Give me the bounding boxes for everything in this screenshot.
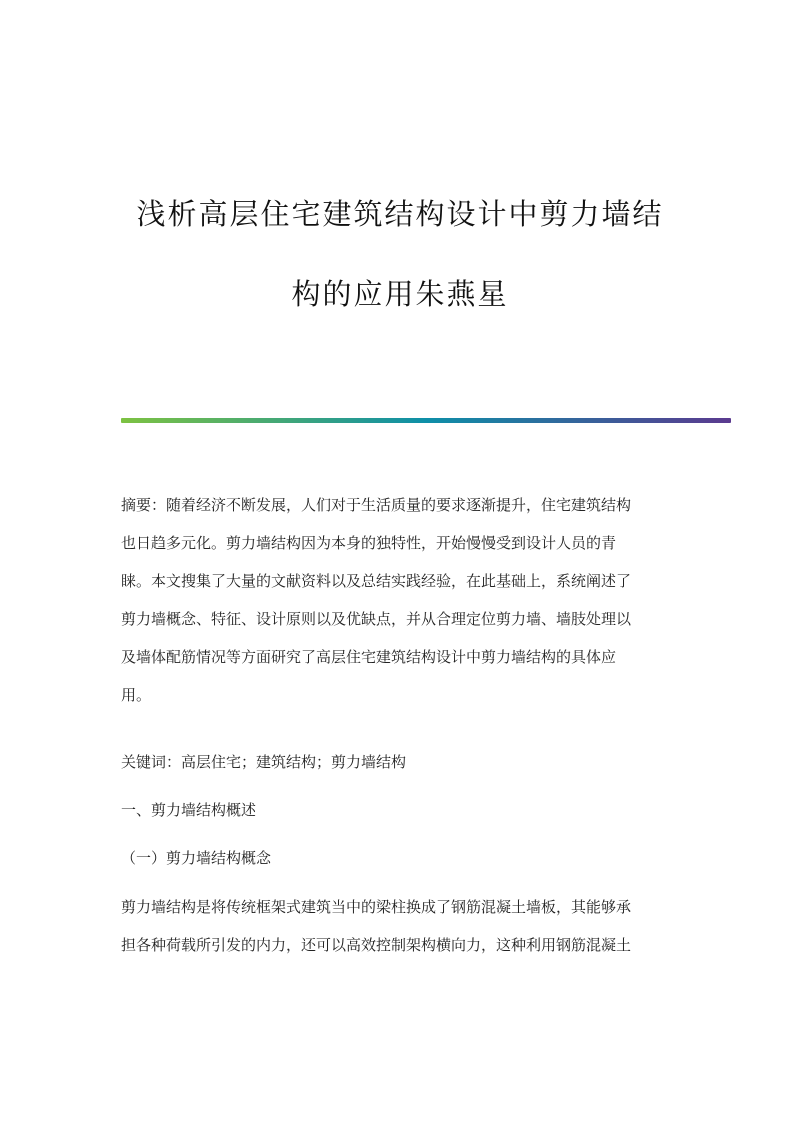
- body-line: 担各种荷载所引发的内力，还可以高效控制架构横向力，这种利用钢筋混凝土: [121, 936, 632, 954]
- abstract-line: 用。: [121, 686, 152, 704]
- subsection-heading: （一）剪力墙结构概念: [121, 849, 272, 867]
- document-title-line-1: 浅析高层住宅建筑结构设计中剪力墙结: [136, 197, 664, 231]
- abstract-line: 睐。本文搜集了大量的文献资料以及总结实践经验，在此基础上，系统阐述了: [121, 572, 632, 590]
- body-line: 剪力墙结构是将传统框架式建筑当中的梁柱换成了钢筋混凝土墙板，其能够承: [121, 898, 632, 916]
- body-paragraph: [121, 888, 681, 964]
- abstract-line: 摘要：随着经济不断发展，人们对于生活质量的要求逐渐提升，住宅建筑结构: [121, 496, 632, 514]
- abstract-line: 及墙体配筋情况等方面研究了高层住宅建筑结构设计中剪力墙结构的具体应: [121, 648, 617, 666]
- section-heading: 一、剪力墙结构概述: [121, 801, 257, 819]
- abstract-line: 也日趋多元化。剪力墙结构因为本身的独特性，开始慢慢受到设计人员的青: [121, 534, 617, 552]
- title-divider: [121, 418, 731, 423]
- abstract-paragraph: [121, 486, 681, 714]
- abstract-line: 剪力墙概念、特征、设计原则以及优缺点，并从合理定位剪力墙、墙肢处理以: [121, 610, 632, 628]
- document-title-line-2: 构的应用朱燕星: [291, 277, 509, 311]
- keywords-line: 关键词：高层住宅；建筑结构；剪力墙结构: [121, 753, 407, 771]
